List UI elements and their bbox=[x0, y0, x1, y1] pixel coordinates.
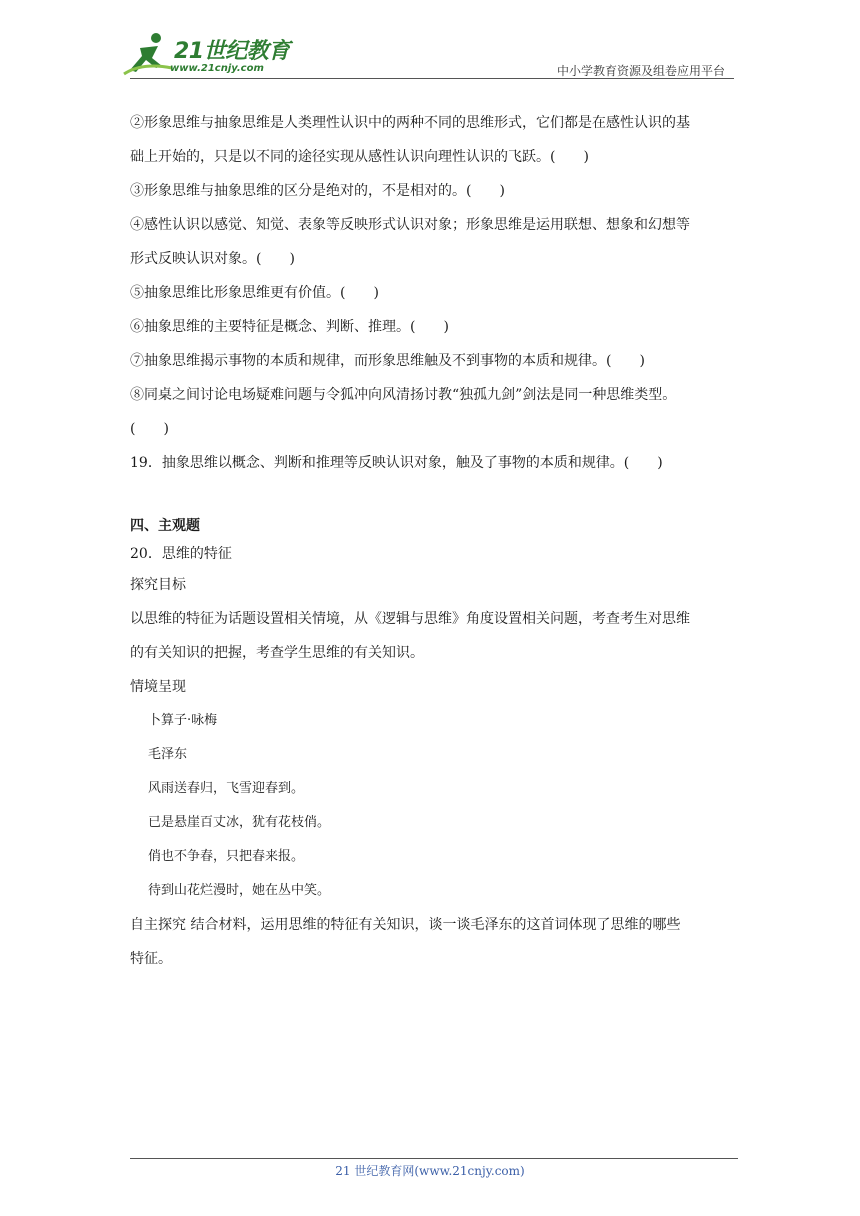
poem-title: 卜算子·咏梅 bbox=[148, 713, 218, 728]
header-divider bbox=[130, 78, 734, 79]
explore-goal-label: 探究目标 bbox=[130, 577, 186, 593]
question-item-7: ⑦抽象思维揭示事物的本质和规律，而形象思维触及不到事物的本质和规律。( ) bbox=[130, 353, 645, 369]
question-item-2-line2: 础上开始的，只是以不同的途径实现从感性认识向理性认识的飞跃。( ) bbox=[130, 149, 589, 165]
question-item-2-line1: ②形象思维与抽象思维是人类理性认识中的两种不同的思维形式，它们都是在感性认识的基 bbox=[130, 115, 690, 131]
page-header bbox=[0, 0, 860, 80]
platform-tagline: 中小学教育资源及组卷应用平台 bbox=[556, 64, 725, 78]
logo-text: 21世纪教育 bbox=[174, 39, 290, 64]
poem-author: 毛泽东 bbox=[148, 747, 188, 762]
question-item-8-line1: ⑧同桌之间讨论电场疑难问题与令狐冲向风清扬讨教“独孤九剑”剑法是同一种思维类型。 bbox=[130, 387, 677, 403]
section-gap bbox=[130, 480, 734, 512]
question-19: 19．抽象思维以概念、判断和推理等反映认识对象，触及了事物的本质和规律。( ) bbox=[130, 455, 663, 471]
task-line2: 特征。 bbox=[130, 951, 172, 967]
question-item-5: ⑤抽象思维比形象思维更有价值。( ) bbox=[130, 285, 379, 301]
poem-line-2: 已是悬崖百丈冰，犹有花枝俏。 bbox=[148, 815, 331, 830]
site-logo[interactable] bbox=[122, 32, 292, 80]
footer-link[interactable]: 21 世纪教育网(www.21cnjy.com) bbox=[335, 1164, 525, 1178]
document-body bbox=[130, 106, 734, 976]
task-line1: 自主探究 结合材料，运用思维的特征有关知识，谈一谈毛泽东的这首词体现了思维的哪些 bbox=[130, 917, 681, 933]
explore-goal-line2: 的有关知识的把握，考查学生思维的有关知识。 bbox=[130, 645, 424, 661]
section-heading: 四、主观题 bbox=[130, 518, 200, 534]
question-item-4-line1: ④感性认识以感觉、知觉、表象等反映形式认识对象；形象思维是运用联想、想象和幻想等 bbox=[130, 217, 690, 233]
question-20-title: 20．思维的特征 bbox=[130, 546, 232, 562]
explore-goal-line1: 以思维的特征为话题设置相关情境，从《逻辑与思维》角度设置相关问题，考查考生对思维 bbox=[130, 611, 690, 627]
poem-line-4: 待到山花烂漫时，她在丛中笑。 bbox=[148, 883, 331, 898]
scenario-label: 情境呈现 bbox=[130, 679, 186, 695]
question-item-3: ③形象思维与抽象思维的区分是绝对的，不是相对的。( ) bbox=[130, 183, 505, 199]
question-item-8-line2: ( ) bbox=[130, 421, 169, 437]
question-item-4-line2: 形式反映认识对象。( ) bbox=[130, 251, 295, 267]
poem-line-1: 风雨送春归，飞雪迎春到。 bbox=[148, 781, 305, 796]
poem-line-3: 俏也不争春，只把春来报。 bbox=[148, 849, 305, 864]
question-item-6: ⑥抽象思维的主要特征是概念、判断、推理。( ) bbox=[130, 319, 449, 335]
logo-url: www.21cnjy.com bbox=[170, 63, 264, 74]
footer-divider bbox=[130, 1158, 738, 1159]
